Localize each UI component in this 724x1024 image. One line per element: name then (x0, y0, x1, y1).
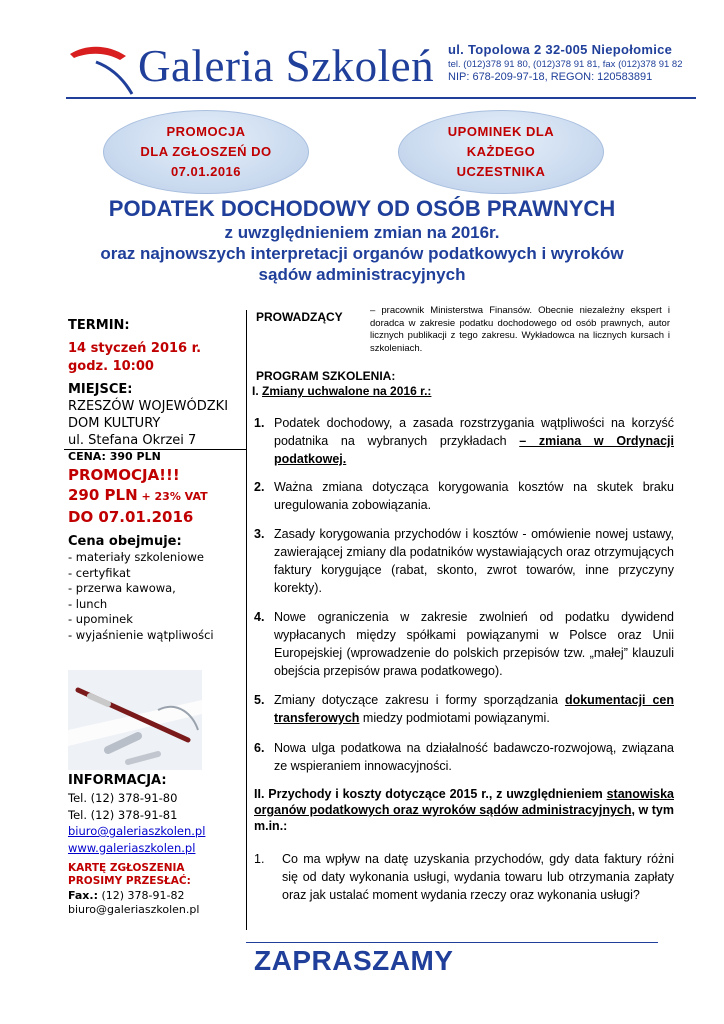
subtitle-line: sądów administracyjnych (258, 265, 466, 284)
item-emphasis: dokumentacji cen transferowych (274, 693, 674, 725)
includes-list (68, 550, 214, 643)
list-item: - upominek (68, 612, 133, 626)
subtitle-line: z uwzględnieniem zmian na 2016r. (224, 223, 500, 242)
item-text (274, 691, 674, 727)
section-2-lead: II. Przychody i koszty dotyczące 2015 r., z uwzględnieniem (254, 787, 607, 801)
program-item (254, 525, 674, 597)
item-number: 5. (254, 693, 265, 707)
page-title: PODATEK DOCHODOWY OD OSÓB PRAWNYCH (108, 196, 616, 221)
list-item: - materiały szkoleniowe (68, 550, 204, 564)
termin-date (68, 340, 201, 376)
phone-2: Tel. (12) 378-91-81 (68, 807, 178, 822)
item-body: Podatek dochodowy, a zasada rozstrzygania wątpliwości na korzyść podatnika na wybranych przykładach (274, 416, 674, 448)
gift-oval-line: KAŻDEGO (466, 144, 536, 159)
section-2-tail: , w tym m.in.: (254, 803, 675, 833)
promo-price-block (68, 465, 208, 527)
program-item (254, 850, 674, 904)
fax-number: (12) 378-91-82 (97, 889, 185, 902)
section-2-heading (254, 786, 674, 834)
subtitle-line: oraz najnowszych interpretacji organów podatkowych i wyroków (100, 244, 624, 263)
item-text: Nowe ograniczenia w zakresie zwolnień od podatku dywidend wypłacanych między spółkami powiązanymi w Polsce oraz Unii Europejskiej (wprowadzenie do polskich przepisów tzw. „małej” klauzuli obejścia przepisów prawa podatkowego). (274, 610, 674, 678)
promo-oval-line: DLA ZGŁOSZEŃ DO (140, 144, 272, 159)
address: ul. Topolowa 2 32-005 Niepołomice (448, 42, 673, 57)
gift-oval-line: UCZESTNIKA (456, 164, 546, 179)
column-divider (246, 310, 247, 930)
registration-line: PROSIMY PRZESŁAĆ: (68, 875, 191, 887)
pen-image (68, 670, 202, 770)
program-item (254, 608, 674, 680)
item-text: Nowa ulga podatkowa na działalność badawczo-rozwojową, związana ze wspieraniem innowacyjności. (274, 741, 674, 773)
promo-heading: PROMOCJA!!! (68, 466, 180, 484)
item-number: 2. (254, 480, 265, 494)
item-text (274, 414, 674, 468)
promo-price (68, 485, 208, 507)
section-1-prefix: I. (252, 384, 263, 398)
promo-oval-line: PROMOCJA (166, 124, 246, 139)
invitation-banner: ZAPRASZAMY (254, 945, 454, 976)
title-block (40, 196, 684, 285)
event-time: godz. 10:00 (68, 359, 154, 374)
promo-price-value: 290 PLN (68, 486, 138, 504)
fax-block (68, 889, 199, 917)
item-number: 3. (254, 527, 265, 541)
termin-label: TERMIN: (68, 318, 130, 333)
pen-documents-photo (68, 670, 202, 770)
section-1-heading (252, 384, 431, 398)
program-item (254, 691, 674, 727)
venue-block (68, 381, 228, 449)
promo-deadline: DO 07.01.2016 (68, 508, 194, 526)
item-body: Zmiany dotyczące zakresu i formy sporządzania (274, 693, 565, 707)
list-item: - certyfikat (68, 565, 131, 580)
registration-line: KARTĘ ZGŁOSZENIA (68, 862, 185, 874)
section-2-underlined: stanowiska organów podatkowych oraz wyroków sądów administracyjnych (254, 787, 674, 817)
item-text: Ważna zmiana dotycząca korygowania kosztów na skutek braku uregulowania zobowiązania. (274, 480, 674, 512)
brand-name: Galeria Szkoleń (138, 41, 435, 91)
item-number: 1. (254, 852, 265, 866)
header-divider (66, 97, 696, 99)
trainer-label: PROWADZĄCY (256, 310, 343, 324)
gift-oval (398, 110, 604, 194)
tax-ids: NIP: 678-209-97-18, REGON: 120583891 (448, 71, 653, 83)
program-item (254, 414, 674, 468)
item-text: Co ma wpływ na datę uzyskania przychodów, gdy data faktury różni się od daty wykonania usługi, wydania towaru lub otrzymania zapłaty oraz jak ustalać moment wydania rzeczy oraz wykonania usługi? (282, 852, 674, 902)
promo-oval-line: 07.01.2016 (170, 164, 242, 179)
program-heading: PROGRAM SZKOLENIA: (256, 369, 396, 383)
item-emphasis: – zmiana w Ordynacji podatkowej. (274, 434, 674, 466)
trainer-description: – pracownik Ministerstwa Finansów. Obecnie niezależny ekspert i doradca w zakresie podatku dochodowego od osób prawnych, autor licznych publikacji z tego zakresu. Wykładowca na licznych kursach i szkoleniach. (370, 305, 670, 354)
program-item (254, 478, 674, 514)
gift-oval-line: UPOMINEK DLA (447, 124, 555, 139)
list-item: - przerwa kawowa, (68, 581, 176, 595)
event-date: 14 styczeń 2016 r. (68, 341, 202, 356)
venue-label: MIEJSCE: (68, 382, 133, 397)
item-number: 1. (254, 416, 265, 430)
email-link[interactable]: biuro@galeriaszkolen.pl (68, 824, 206, 838)
red-feather-swoosh-icon (66, 40, 146, 98)
venue-line: ul. Stefana Okrzei 7 (68, 433, 197, 448)
info-block (68, 790, 205, 856)
section-1-title: Zmiany uchwalone na 2016 r.: (262, 384, 432, 398)
phone-1: Tel. (12) 378-91-80 (68, 791, 178, 805)
footer-divider (246, 942, 658, 943)
item-number: 6. (254, 741, 265, 755)
registration-note (68, 862, 191, 888)
item-text: Zasady korygowania przychodów i kosztów - omówienie nowej ustawy, zawierającej zmiany dla podatników wystawiających oraz otrzymujących faktury korygujące (rabat, skonto, zwrot towarów, inne przyczyny korekty). (274, 527, 674, 595)
contact-block (448, 42, 698, 83)
website-link[interactable]: www.galeriaszkolen.pl (68, 840, 196, 855)
fax-label: Fax.: (68, 889, 98, 902)
phone-numbers: tel. (012)378 91 80, (012)378 91 81, fax (012)378 91 82 (448, 59, 683, 70)
info-heading: INFORMACJA: (68, 773, 167, 788)
regular-price: CENA: 390 PLN (68, 450, 161, 463)
includes-heading: Cena obejmuje: (68, 534, 182, 549)
item-tail: miedzy podmiotami powiązanymi. (359, 711, 550, 725)
fax-line (68, 889, 199, 903)
list-item: - lunch (68, 596, 108, 611)
promo-vat: + 23% VAT (137, 490, 208, 503)
list-item: - wyjaśnienie wątpliwości (68, 627, 214, 642)
promo-oval (103, 110, 309, 194)
program-item (254, 739, 674, 775)
item-number: 4. (254, 610, 265, 624)
venue-line: DOM KULTURY (68, 416, 161, 431)
fax-email: biuro@galeriaszkolen.pl (68, 903, 200, 916)
venue-line: RZESZÓW WOJEWÓDZKI (68, 399, 229, 414)
